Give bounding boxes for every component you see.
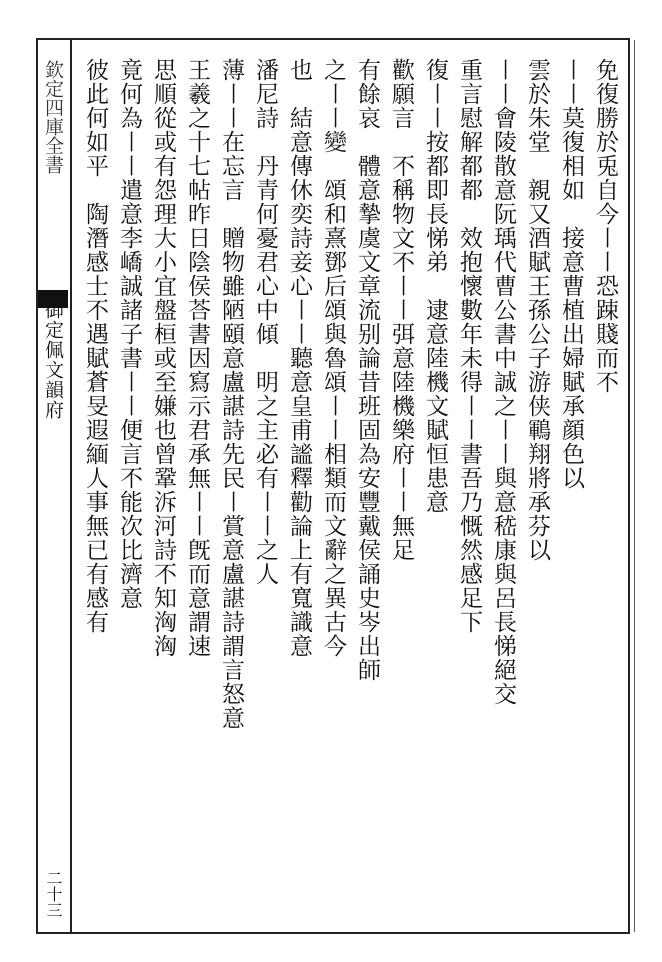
text-column: 王羲之十七帖昨日陰侯荅書因寫示君承無〡〡旣而意謂速 xyxy=(184,58,210,658)
text-column: 有餘哀 體意摯虞文章流别論昔班固為安豐戴侯誦史岑出師 xyxy=(354,58,380,682)
text-column: 免復勝於兎自今〡〡恐踈賤而不 xyxy=(592,58,618,394)
text-column: 思順從或有怨理大小宜盤桓或至嫌也曾鞏泝河詩不知洶洶 xyxy=(150,58,176,658)
frame-top-line xyxy=(36,38,630,40)
text-column: 也 結意傳休奕詩妾心〡〡聽意皇甫謐釋勸論上有寬識意 xyxy=(286,58,312,658)
text-column: 薄〡〡在忘言 贈物雖陋頤意盧諶詩先民〡賞意盧諶詩謂言怒意 xyxy=(218,58,244,730)
text-column: 歡願言 不稱物文不〡〡弭意陸機樂府〡〡無足 xyxy=(388,58,414,562)
margin-collection-title: 欽定四庫全書 xyxy=(42,60,64,174)
margin-divider xyxy=(70,40,72,932)
text-column: 之〡〡變 頌和熹鄧后頌與魯頌〡〡相類而文辭之異古今 xyxy=(320,58,346,658)
frame-right-inner-line xyxy=(634,40,635,932)
text-column: 復〡〡按都即長悌弟 逮意陸機文賦恒患意 xyxy=(422,58,448,514)
text-column: 潘尼詩 丹青何憂君心中傾 明之主必有〡〡之人 xyxy=(252,58,278,586)
text-column: 雲於朱堂 親又酒賦王孫公子游侠鶤翔將承芬以 xyxy=(524,58,550,562)
text-column: 〡〡莫復相如 接意曹植出婦賦承顔色以 xyxy=(558,58,584,490)
margin-book-title: 御定佩文韻府 xyxy=(42,300,64,420)
frame-bottom-line xyxy=(36,932,630,934)
text-column: 彼此何如平 陶潛感士不遇賦蒼旻遐緬人事無已有感有 xyxy=(82,58,108,634)
text-column: 重言慰解都都 效抱懷數年未得〡〡書吾乃慨然感足下 xyxy=(456,58,482,634)
margin-page-number: 二十三 xyxy=(44,870,63,918)
frame-right-line xyxy=(628,38,630,934)
text-column: 〡〡會陵散意阮瑀代曹公書中誠之〡〡與意嵇康與呂長悌絕交 xyxy=(490,58,516,706)
text-column: 竟何為〡〡遣意李嶠誠諸子書〡〡便言不能次比濟意 xyxy=(116,58,142,610)
